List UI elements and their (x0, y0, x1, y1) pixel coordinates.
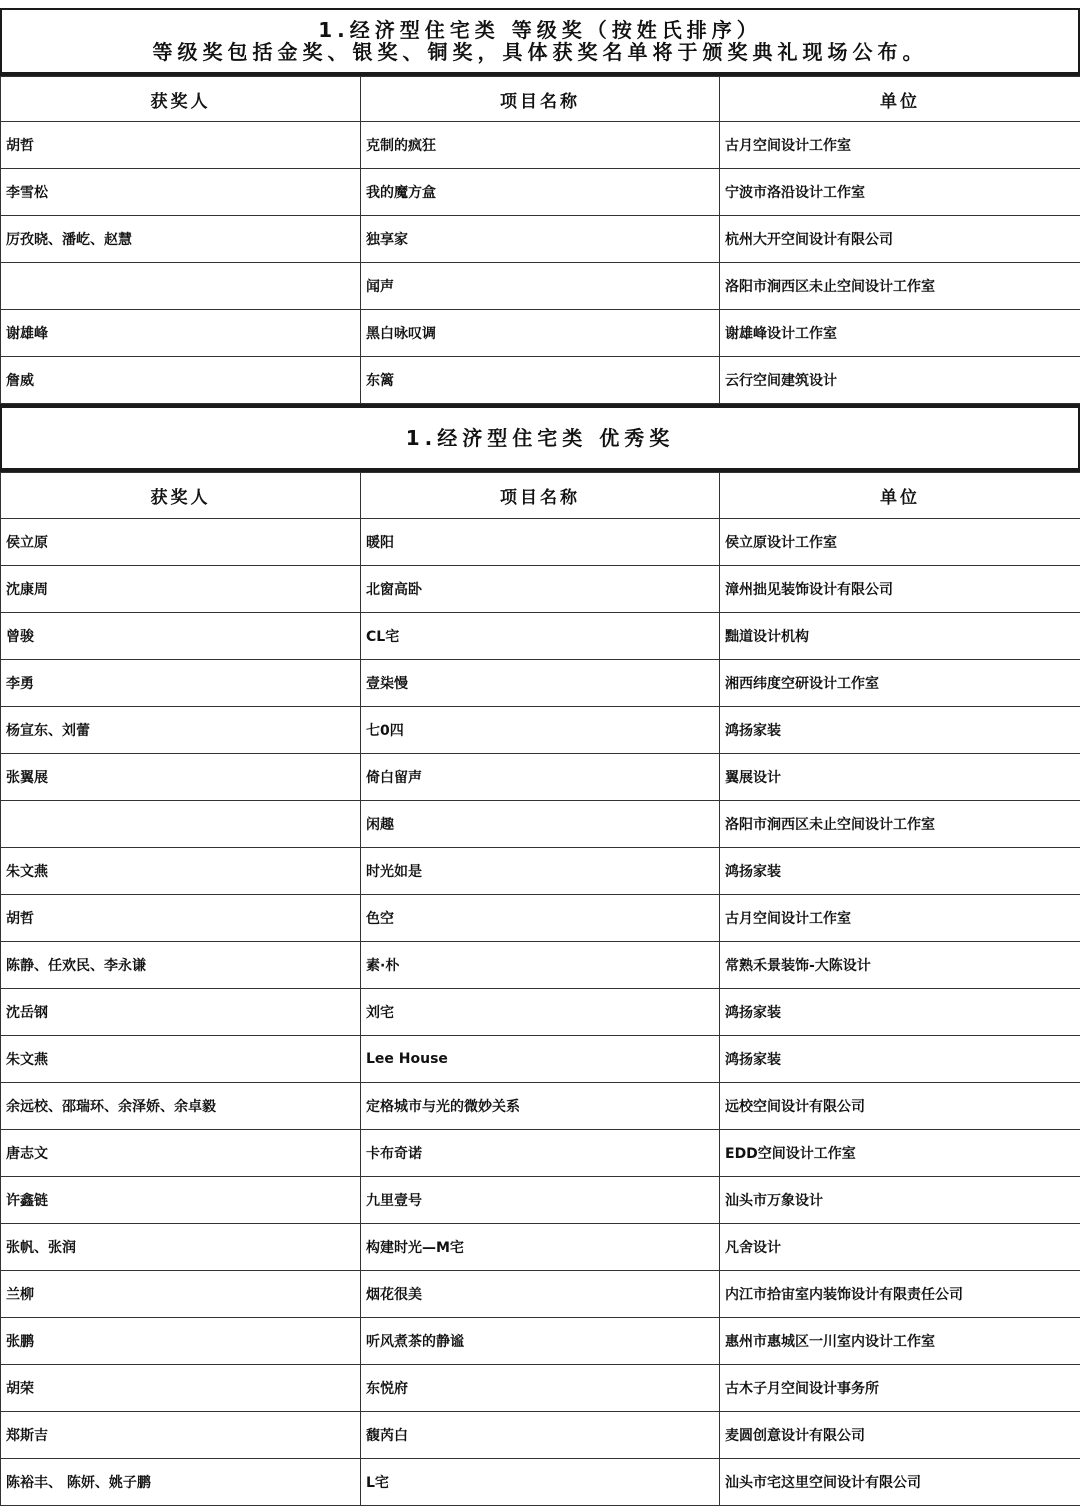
project-cell: 定格城市与光的微妙关系 (361, 1083, 720, 1130)
project-cell: 我的魔方盒 (361, 169, 720, 216)
winner-cell: 许鑫链 (1, 1177, 361, 1224)
table-row (1, 357, 1080, 404)
winner-cell: 唐志文 (1, 1130, 361, 1177)
company-cell: 古月空间设计工作室 (720, 895, 1080, 942)
company-cell: 汕头市万象设计 (720, 1177, 1080, 1224)
section1-subtitle: 等级奖包括金奖、银奖、铜奖，具体获奖名单将于颁奖典礼现场公布。 (152, 40, 928, 64)
table-row (1, 566, 1080, 613)
project-cell: 克制的疯狂 (361, 122, 720, 169)
winner-cell: 李勇 (1, 660, 361, 707)
project-cell: Lee House (361, 1036, 720, 1083)
company-cell: 古月空间设计工作室 (720, 122, 1080, 169)
table-row (1, 1130, 1080, 1177)
winner-cell: 谢雄峰 (1, 310, 361, 357)
company-cell: EDD空间设计工作室 (720, 1130, 1080, 1177)
winner-cell: 胡哲 (1, 895, 361, 942)
table-row (1, 801, 1080, 848)
winner-cell: 詹威 (1, 357, 361, 404)
table-row (1, 1365, 1080, 1412)
winner-cell: 胡哲 (1, 122, 361, 169)
section2-table (0, 472, 1080, 1506)
company-cell: 鸿扬家装 (720, 1036, 1080, 1083)
table-row (1, 754, 1080, 801)
winner-cell: 杨宣东、刘蕾 (1, 707, 361, 754)
table-row (1, 989, 1080, 1036)
table-row (1, 1412, 1080, 1459)
winner-cell (1, 801, 361, 848)
company-cell: 洛阳市涧西区未止空间设计工作室 (720, 263, 1080, 310)
section1-header-row (1, 77, 1080, 122)
company-cell: 黜道设计机构 (720, 613, 1080, 660)
company-cell: 洛阳市涧西区未止空间设计工作室 (720, 801, 1080, 848)
table-row (1, 216, 1080, 263)
table-row (1, 1036, 1080, 1083)
winner-cell: 陈裕丰、 陈妍、姚子鹏 (1, 1459, 361, 1506)
section1-table (0, 76, 1080, 404)
winner-cell: 李雪松 (1, 169, 361, 216)
table-row (1, 1318, 1080, 1365)
project-cell: CL宅 (361, 613, 720, 660)
company-cell: 汕头市宅这里空间设计有限公司 (720, 1459, 1080, 1506)
table-row (1, 263, 1080, 310)
company-cell: 鸿扬家装 (720, 989, 1080, 1036)
company-cell: 谢雄峰设计工作室 (720, 310, 1080, 357)
winner-cell: 侯立原 (1, 519, 361, 566)
company-cell: 湘西纬度空研设计工作室 (720, 660, 1080, 707)
project-cell: 倚白留声 (361, 754, 720, 801)
company-cell: 鸿扬家装 (720, 848, 1080, 895)
winner-cell: 胡荣 (1, 1365, 361, 1412)
table-row (1, 1224, 1080, 1271)
project-cell: L宅 (361, 1459, 720, 1506)
project-cell: 七0四 (361, 707, 720, 754)
project-cell: 色空 (361, 895, 720, 942)
project-cell: 馥芮白 (361, 1412, 720, 1459)
winner-cell: 沈岳钢 (1, 989, 361, 1036)
project-cell: 构建时光—M宅 (361, 1224, 720, 1271)
table-row (1, 848, 1080, 895)
project-cell: 闲趣 (361, 801, 720, 848)
section2-header-row (1, 473, 1080, 519)
section2-rows (1, 519, 1080, 1506)
winner-cell: 陈静、任欢民、李永谦 (1, 942, 361, 989)
table-row (1, 895, 1080, 942)
table-row (1, 1271, 1080, 1318)
section2-title-block (0, 404, 1080, 472)
section1-title: 1.经济型住宅类 等级奖（按姓氏排序） (318, 18, 762, 42)
header-project: 项目名称 (361, 77, 720, 122)
project-cell: 九里壹号 (361, 1177, 720, 1224)
winner-cell: 郑斯吉 (1, 1412, 361, 1459)
header-winner: 获奖人 (1, 77, 361, 122)
company-cell: 内江市拾宙室内装饰设计有限责任公司 (720, 1271, 1080, 1318)
project-cell: 独享家 (361, 216, 720, 263)
project-cell: 暖阳 (361, 519, 720, 566)
company-cell: 漳州拙见装饰设计有限公司 (720, 566, 1080, 613)
table-row (1, 660, 1080, 707)
header-company: 单位 (720, 77, 1080, 122)
section2-title: 1.经济型住宅类 优秀奖 (405, 426, 675, 450)
header-project: 项目名称 (361, 473, 720, 519)
table-row (1, 169, 1080, 216)
project-cell: 时光如是 (361, 848, 720, 895)
company-cell: 麦圆创意设计有限公司 (720, 1412, 1080, 1459)
company-cell: 翼展设计 (720, 754, 1080, 801)
project-cell: 听风煮茶的静谧 (361, 1318, 720, 1365)
table-row (1, 707, 1080, 754)
project-cell: 素·朴 (361, 942, 720, 989)
table-row (1, 122, 1080, 169)
table-row (1, 310, 1080, 357)
winner-cell: 朱文燕 (1, 848, 361, 895)
project-cell: 北窗高卧 (361, 566, 720, 613)
winner-cell (1, 263, 361, 310)
project-cell: 刘宅 (361, 989, 720, 1036)
project-cell: 闻声 (361, 263, 720, 310)
company-cell: 古木子月空间设计事务所 (720, 1365, 1080, 1412)
winner-cell: 张翼展 (1, 754, 361, 801)
table-row (1, 1083, 1080, 1130)
company-cell: 常熟禾景装饰-大陈设计 (720, 942, 1080, 989)
company-cell: 凡舍设计 (720, 1224, 1080, 1271)
project-cell: 东篱 (361, 357, 720, 404)
company-cell: 云行空间建筑设计 (720, 357, 1080, 404)
section1-title-block (0, 8, 1080, 76)
winner-cell: 沈康周 (1, 566, 361, 613)
project-cell: 黑白咏叹调 (361, 310, 720, 357)
table-row (1, 613, 1080, 660)
winner-cell: 厉孜晓、潘屹、赵慧 (1, 216, 361, 263)
table-row (1, 1459, 1080, 1506)
project-cell: 东悦府 (361, 1365, 720, 1412)
project-cell: 卡布奇诺 (361, 1130, 720, 1177)
company-cell: 远校空间设计有限公司 (720, 1083, 1080, 1130)
winner-cell: 曾骏 (1, 613, 361, 660)
company-cell: 鸿扬家装 (720, 707, 1080, 754)
company-cell: 惠州市惠城区一川室内设计工作室 (720, 1318, 1080, 1365)
winner-cell: 余远校、邵瑞环、余泽娇、余卓毅 (1, 1083, 361, 1130)
company-cell: 侯立原设计工作室 (720, 519, 1080, 566)
project-cell: 烟花很美 (361, 1271, 720, 1318)
winner-cell: 兰柳 (1, 1271, 361, 1318)
section1-rows (1, 122, 1080, 404)
header-company: 单位 (720, 473, 1080, 519)
header-winner: 获奖人 (1, 473, 361, 519)
winner-cell: 张鹏 (1, 1318, 361, 1365)
company-cell: 宁波市洛沿设计工作室 (720, 169, 1080, 216)
table-row (1, 519, 1080, 566)
winner-cell: 朱文燕 (1, 1036, 361, 1083)
company-cell: 杭州大开空间设计有限公司 (720, 216, 1080, 263)
table-row (1, 1177, 1080, 1224)
project-cell: 壹柒慢 (361, 660, 720, 707)
winner-cell: 张帆、张润 (1, 1224, 361, 1271)
table-row (1, 942, 1080, 989)
